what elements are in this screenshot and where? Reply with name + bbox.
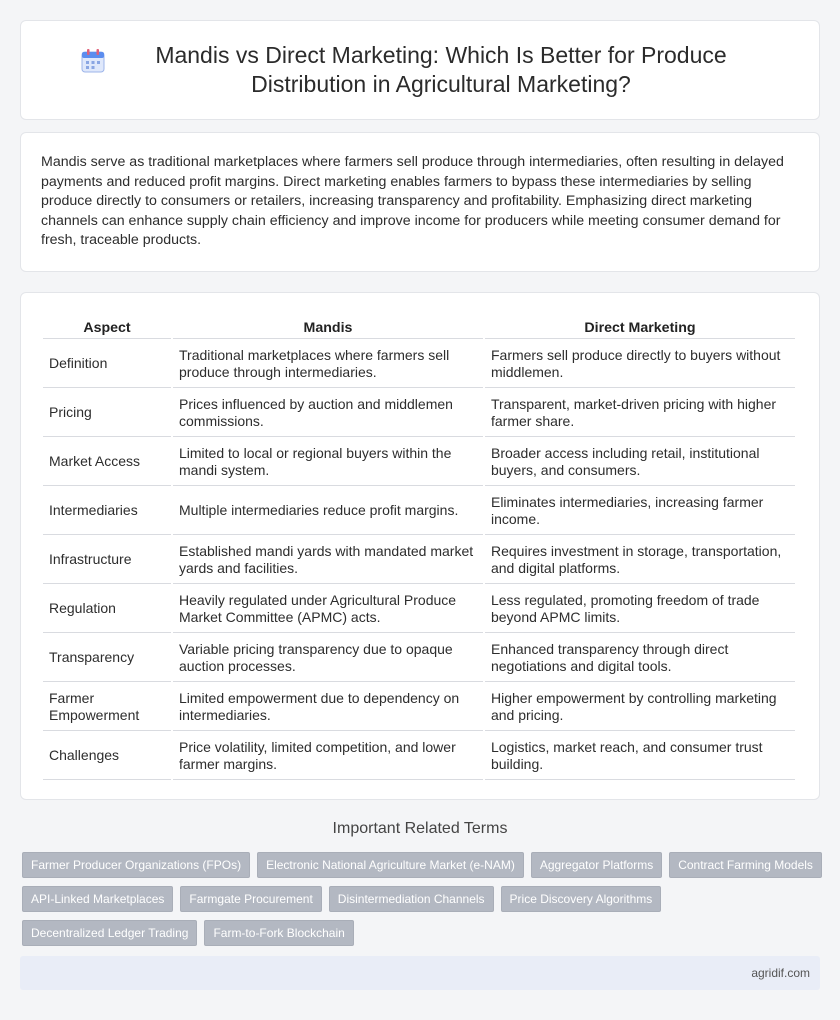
table-row — [43, 586, 795, 633]
table-row — [43, 537, 795, 584]
table-header-row — [43, 319, 795, 339]
aspect-cell: Intermediaries — [43, 488, 171, 535]
table-row — [43, 684, 795, 731]
mandis-cell: Established mandi yards with mandated market yards and facilities. — [173, 537, 483, 584]
direct-cell: Requires investment in storage, transportation, and digital platforms. — [485, 537, 795, 584]
direct-cell: Eliminates intermediaries, increasing farmer income. — [485, 488, 795, 535]
aspect-cell: Market Access — [43, 439, 171, 486]
mandis-cell: Price volatility, limited competition, and lower farmer margins. — [173, 733, 483, 780]
term-tag[interactable]: Farm-to-Fork Blockchain — [204, 920, 353, 946]
mandis-cell: Multiple intermediaries reduce profit margins. — [173, 488, 483, 535]
table-row — [43, 488, 795, 535]
table-row — [43, 390, 795, 437]
direct-cell: Broader access including retail, institutional buyers, and consumers. — [485, 439, 795, 486]
direct-cell: Logistics, market reach, and consumer trust building. — [485, 733, 795, 780]
title-card — [20, 20, 820, 120]
aspect-cell: Farmer Empowerment — [43, 684, 171, 731]
direct-cell: Higher empowerment by controlling marketing and pricing. — [485, 684, 795, 731]
page-title: Mandis vs Direct Marketing: Which Is Better for Produce Distribution in Agricultural Marketing? — [155, 42, 727, 97]
aspect-cell: Transparency — [43, 635, 171, 682]
direct-cell: Transparent, market-driven pricing with higher farmer share. — [485, 390, 795, 437]
mandis-cell: Limited to local or regional buyers within the mandi system. — [173, 439, 483, 486]
calendar-icon — [79, 47, 107, 75]
direct-cell: Farmers sell produce directly to buyers without middlemen. — [485, 341, 795, 388]
header-direct-marketing: Direct Marketing — [485, 319, 795, 339]
header-aspect: Aspect — [43, 319, 171, 339]
aspect-cell: Infrastructure — [43, 537, 171, 584]
comparison-card — [20, 292, 820, 800]
header-mandis: Mandis — [173, 319, 483, 339]
term-tag[interactable]: Price Discovery Algorithms — [501, 886, 662, 912]
term-tag[interactable]: Farmgate Procurement — [180, 886, 321, 912]
aspect-cell: Pricing — [43, 390, 171, 437]
term-tag[interactable]: Aggregator Platforms — [531, 852, 662, 878]
aspect-cell: Definition — [43, 341, 171, 388]
mandis-cell: Variable pricing transparency due to opaque auction processes. — [173, 635, 483, 682]
aspect-cell: Challenges — [43, 733, 171, 780]
term-tag[interactable]: Electronic National Agriculture Market (e-NAM) — [257, 852, 524, 878]
mandis-cell: Limited empowerment due to dependency on intermediaries. — [173, 684, 483, 731]
term-tag[interactable]: API-Linked Marketplaces — [22, 886, 173, 912]
table-row — [43, 341, 795, 388]
intro-card — [20, 132, 820, 272]
related-terms-heading: Important Related Terms — [332, 820, 508, 837]
mandis-cell: Heavily regulated under Agricultural Produce Market Committee (APMC) acts. — [173, 586, 483, 633]
aspect-cell: Regulation — [43, 586, 171, 633]
term-tag[interactable]: Contract Farming Models — [669, 852, 822, 878]
term-tag[interactable]: Decentralized Ledger Trading — [22, 920, 197, 946]
term-tag[interactable]: Farmer Producer Organizations (FPOs) — [22, 852, 250, 878]
table-row — [43, 733, 795, 780]
table-row — [43, 635, 795, 682]
term-tag[interactable]: Disintermediation Channels — [329, 886, 494, 912]
footer-site-link[interactable]: agridif.com — [751, 966, 810, 980]
comparison-table — [41, 317, 797, 782]
footer — [20, 956, 820, 990]
table-row — [43, 439, 795, 486]
direct-cell: Enhanced transparency through direct negotiations and digital tools. — [485, 635, 795, 682]
mandis-cell: Prices influenced by auction and middlemen commissions. — [173, 390, 483, 437]
mandis-cell: Traditional marketplaces where farmers sell produce through intermediaries. — [173, 341, 483, 388]
direct-cell: Less regulated, promoting freedom of trade beyond APMC limits. — [485, 586, 795, 633]
intro-paragraph: Mandis serve as traditional marketplaces where farmers sell produce through intermediaries, often resulting in delayed payments and reduced profit margins. Direct marketing enables farmers to bypass these intermediaries by selling produce directly to consumers or retailers, increasing transparency and profitability. Emphasizing direct marketing channels can enhance supply chain efficiency and improve income for producers while meeting consumer demand for fresh, traceable products. — [41, 154, 784, 248]
related-terms-tags — [22, 852, 822, 946]
